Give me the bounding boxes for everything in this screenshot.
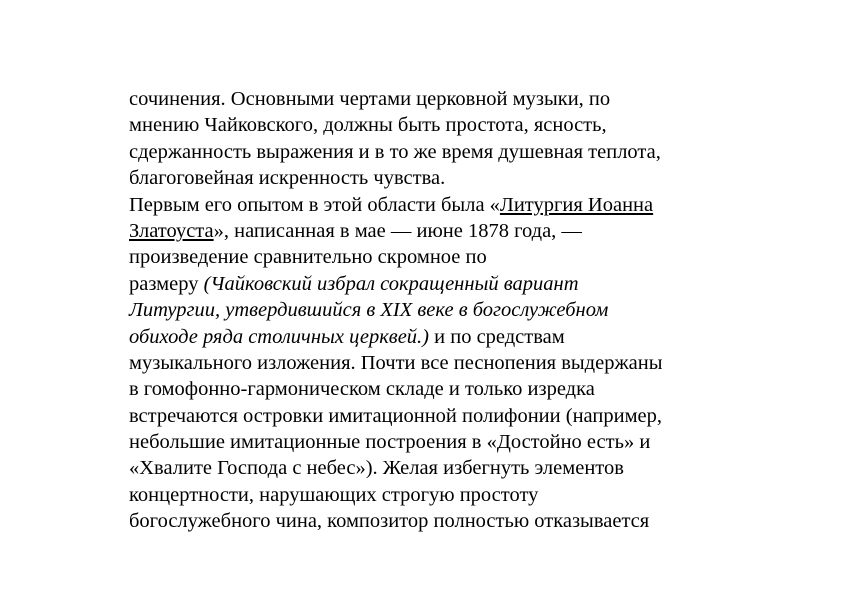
text-line [129, 192, 729, 218]
text-run: », написанная в мае — июне 1878 года, — [213, 219, 582, 242]
text-line [129, 271, 729, 297]
text-line: произведение сравнительно скромное по [129, 246, 487, 269]
text-line: встречаются островки имитационной полифонии (например, [129, 404, 663, 427]
text-line [129, 324, 729, 350]
liturgy-link[interactable]: Литургия Иоанна [499, 193, 654, 216]
text-line: музыкального изложения. Почти все песнопения выдержаны [129, 351, 663, 374]
text-line: небольшие имитационные построения в «Достойно есть» и [129, 431, 651, 454]
italic-note: Литургии, утвердившийся в XIX веке в богослужебном [129, 299, 609, 322]
body-text [129, 86, 729, 535]
text-run: и по средствам [429, 325, 565, 348]
text-line: концертности, нарушающих строгую простоту [129, 483, 539, 506]
text-line: сдержанность выражения и в то же время душевная теплота, [129, 140, 661, 163]
text-run: размеру [129, 272, 204, 295]
text-line: богослужебного чина, композитор полностью отказывается [129, 510, 650, 533]
liturgy-link-continued[interactable]: Златоуста [129, 219, 214, 242]
text-line: мнению Чайковского, должны быть простота, ясность, [129, 114, 607, 137]
text-run: Первым его опытом в этой области была « [129, 193, 500, 216]
text-line: сочинения. Основными чертами церковной музыки, по [129, 88, 611, 110]
text-line: в гомофонно-гармоническом складе и только изредка [129, 378, 595, 401]
italic-note: (Чайковский избрал сокращенный вариант [203, 272, 579, 295]
text-line: «Хвалите Господа с небес»). Желая избегнуть элементов [129, 457, 624, 480]
text-line: благоговейная искренность чувства. [129, 167, 446, 190]
italic-note: обиходе ряда столичных церквей.) [129, 325, 429, 348]
text-line [129, 297, 729, 323]
text-line [129, 218, 729, 244]
